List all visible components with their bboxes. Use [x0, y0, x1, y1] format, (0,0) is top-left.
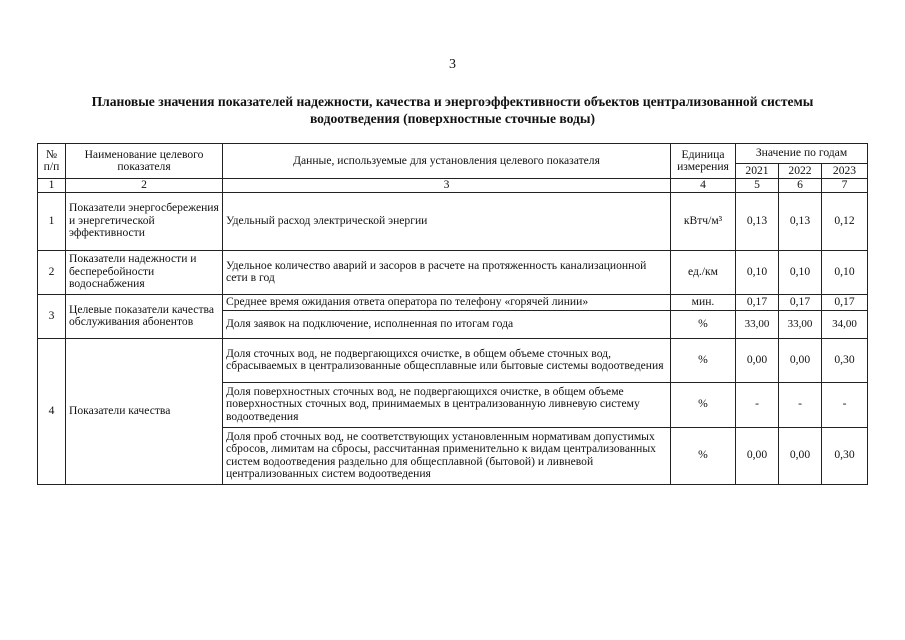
value-2023: 0,17 — [822, 294, 868, 310]
indicator-unit: % — [671, 382, 736, 427]
indicator-desc: Доля проб сточных вод, не соответствующих установленным нормативам допустимых сбросов, лимитам на сбросы, рассчитанная применительно к видам централизованных систем водоотведения раздельно для общесплавной (бытовой) и ливневой централизованных систем водоотведения — [223, 427, 671, 484]
indicator-name: Целевые показатели качества обслуживания абонентов — [66, 294, 223, 338]
value-2021: 33,00 — [736, 310, 779, 338]
indicator-desc: Удельное количество аварий и засоров в расчете на протяженность канализационной сети в год — [223, 250, 671, 294]
indicator-unit: % — [671, 338, 736, 382]
indicator-unit: % — [671, 427, 736, 484]
row-num: 2 — [38, 250, 66, 294]
indicator-desc: Доля поверхностных сточных вод, не подвергающихся очистке, в общем объеме поверхностных сточных вод, принимаемых в централизованную ливневую систему водоотведения — [223, 382, 671, 427]
value-2021: 0,17 — [736, 294, 779, 310]
value-2023: 0,10 — [822, 250, 868, 294]
col-number: 5 — [736, 179, 779, 193]
value-2022: 0,13 — [779, 192, 822, 250]
indicator-desc: Доля сточных вод, не подвергающихся очистке, в общем объеме сточных вод, сбрасываемых в централизованные общесплавные или бытовые системы водоотведения — [223, 338, 671, 382]
value-2021: 0,00 — [736, 427, 779, 484]
col-number: 4 — [671, 179, 736, 193]
row-num: 3 — [38, 294, 66, 338]
table-row — [38, 294, 868, 310]
col-number: 2 — [66, 179, 223, 193]
indicator-desc: Доля заявок на подключение, исполненная по итогам года — [223, 310, 671, 338]
page-number: 3 — [449, 57, 456, 72]
value-2022: 0,00 — [779, 338, 822, 382]
value-2023: 34,00 — [822, 310, 868, 338]
value-2023: 0,30 — [822, 427, 868, 484]
indicator-name: Показатели качества — [66, 338, 223, 484]
value-2021: 0,10 — [736, 250, 779, 294]
title-line-1: Плановые значения показателей надежности, качества и энергоэффективности объектов централизованной системы — [91, 94, 814, 109]
indicator-unit: мин. — [671, 294, 736, 310]
header-num: № п/п — [38, 144, 66, 179]
value-2023: 0,12 — [822, 192, 868, 250]
indicator-unit: % — [671, 310, 736, 338]
value-2021: 0,13 — [736, 192, 779, 250]
indicator-desc: Среднее время ожидания ответа оператора по телефону «горячей линии» — [223, 294, 671, 310]
col-number: 3 — [223, 179, 671, 193]
document-title — [40, 93, 865, 127]
header-values: Значение по годам — [736, 144, 868, 164]
column-numbers-row — [38, 179, 868, 193]
value-2022: 0,00 — [779, 427, 822, 484]
col-number: 1 — [38, 179, 66, 193]
value-2021: 0,00 — [736, 338, 779, 382]
indicators-table — [37, 143, 868, 485]
indicator-unit: кВтч/м³ — [671, 192, 736, 250]
header-year-2023: 2023 — [822, 164, 868, 179]
row-num: 4 — [38, 338, 66, 484]
row-num: 1 — [38, 192, 66, 250]
value-2022: 33,00 — [779, 310, 822, 338]
header-year-2022: 2022 — [779, 164, 822, 179]
title-line-2: водоотведения (поверхностные сточные воды) — [309, 111, 596, 126]
col-number: 6 — [779, 179, 822, 193]
header-name: Наименование целевого показателя — [66, 144, 223, 179]
indicator-unit: ед./км — [671, 250, 736, 294]
col-number: 7 — [822, 179, 868, 193]
header-year-2021: 2021 — [736, 164, 779, 179]
header-data: Данные, используемые для установления целевого показателя — [223, 144, 671, 179]
value-2023: - — [822, 382, 868, 427]
header-unit: Единица измерения — [671, 144, 736, 179]
table-row — [38, 338, 868, 382]
indicator-desc: Удельный расход электрической энергии — [223, 192, 671, 250]
value-2023: 0,30 — [822, 338, 868, 382]
header-row — [38, 144, 868, 164]
table-row — [38, 192, 868, 250]
value-2022: 0,17 — [779, 294, 822, 310]
indicator-name: Показатели надежности и бесперебойности водоснабжения — [66, 250, 223, 294]
value-2022: - — [779, 382, 822, 427]
table-row — [38, 250, 868, 294]
indicator-name: Показатели энергосбережения и энергетической эффективности — [66, 192, 223, 250]
value-2021: - — [736, 382, 779, 427]
value-2022: 0,10 — [779, 250, 822, 294]
